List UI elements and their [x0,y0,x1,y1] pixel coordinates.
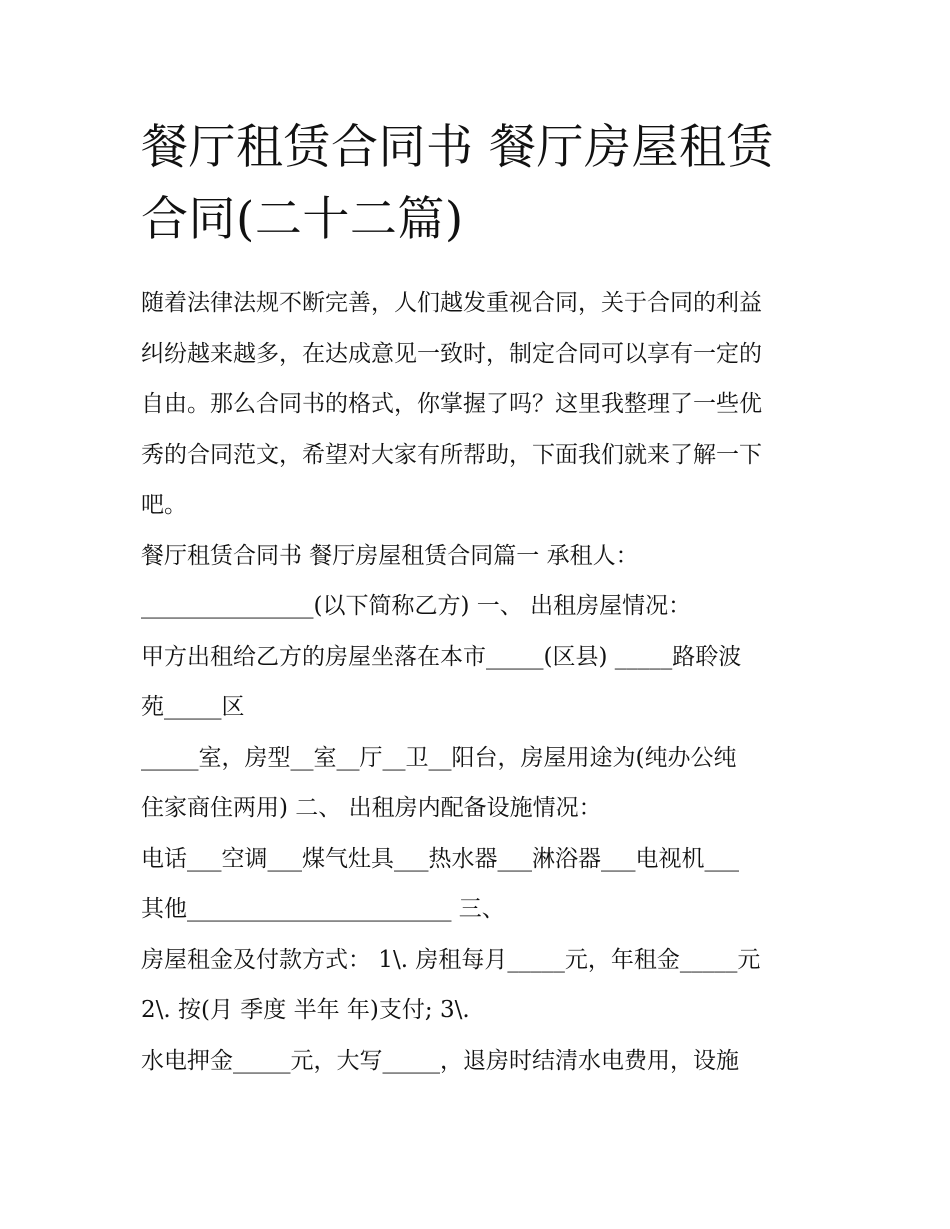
body-line-10: _____室，房型__室__厅__卫__阳台，房屋用途为(纯办公纯 [141,744,737,771]
body-line-5: 吧。 [141,492,187,518]
body-line-8: 甲方出租给乙方的房屋坐落在本市_____(区县) _____路聆波 [141,643,742,670]
title-line-1: 餐厅租赁合同书 餐厅房屋租赁 [141,120,774,175]
body-line-3: 自由。那么合同书的格式，你掌握了吗？这里我整理了一些优 [141,391,762,417]
body-line-2: 纠纷越来越多，在达成意见一致时，制定合同可以享有一定的 [141,340,762,367]
body-line-4: 秀的合同范文，希望对大家有所帮助，下面我们就来了解一下 [141,441,762,468]
title-line-2: 合同(二十二篇) [141,192,464,247]
body-line-9: 苑_____区 [141,694,245,720]
body-line-12: 电话___空调___煤气灶具___热水器___淋浴器___电视机___ [141,845,739,872]
document-body [141,278,821,1086]
body-line-16: 水电押金_____元，大写_____，退房时结清水电费用，设施 [141,1047,739,1074]
body-line-15: 2\. 按(月 季度 半年 年)支付; 3\. [141,997,470,1023]
document-title [141,112,821,256]
body-line-7: _______________(以下简称乙方) 一、 出租房屋情况： [141,593,692,619]
body-line-11: 住家商住两用) 二、 出租房内配备设施情况： [141,795,602,821]
body-line-6: 餐厅租赁合同书 餐厅房屋租赁合同篇一 承租人： [141,542,639,569]
body-line-13: 其他_______________________ 三、 [141,896,505,922]
body-line-14: 房屋租金及付款方式： 1\. 房租每月_____元，年租金_____元 [141,946,761,973]
body-line-1: 随着法律法规不断完善，人们越发重视合同，关于合同的利益 [141,290,762,316]
